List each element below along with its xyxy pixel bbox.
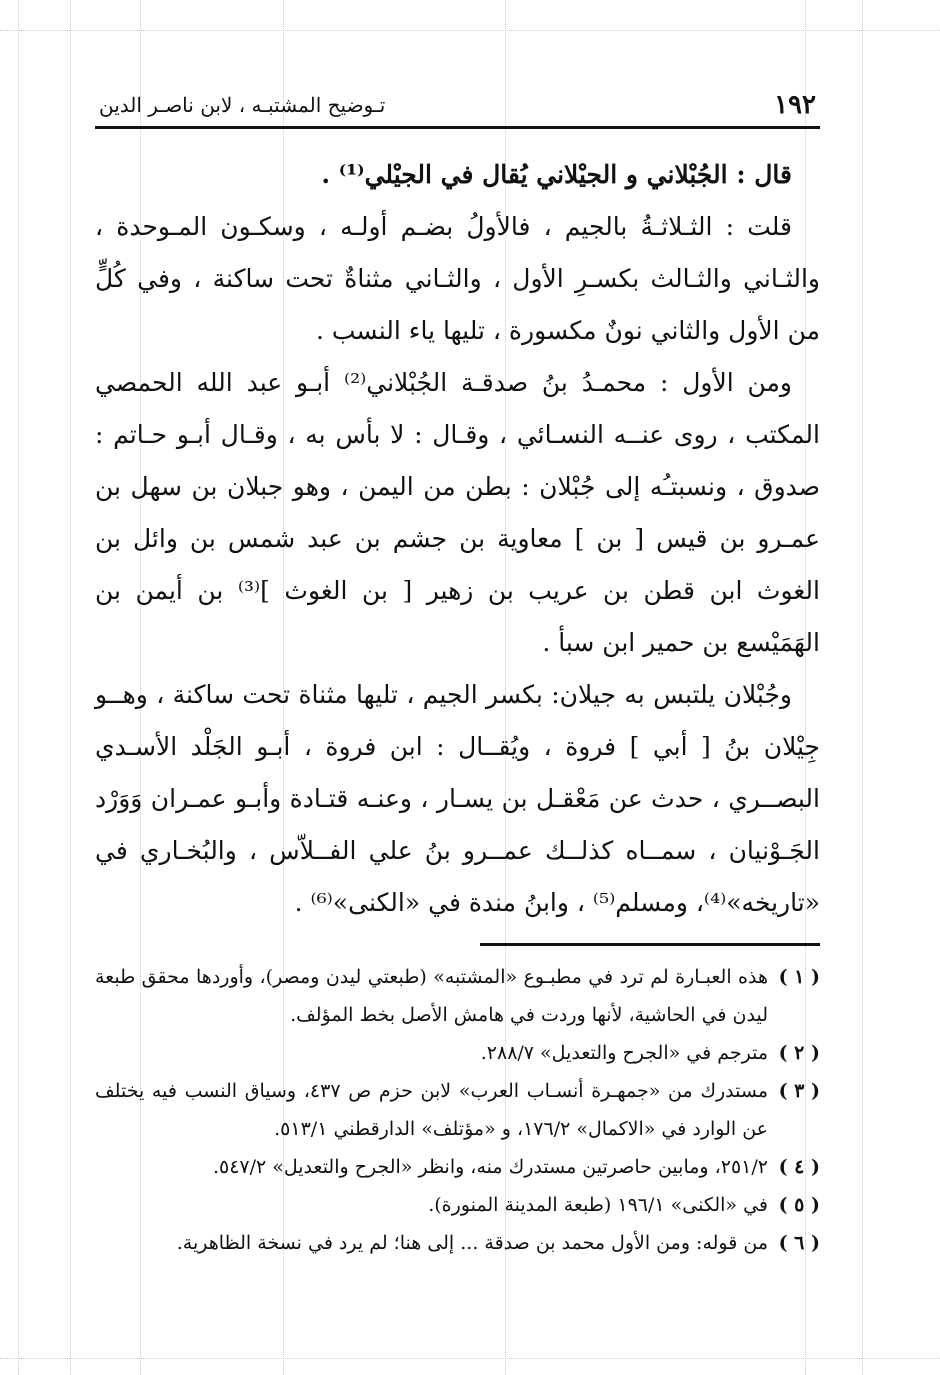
scan-guide-line	[70, 0, 71, 1375]
paragraph: وجُبْلان يلتبس به جيلان: بكسر الجيم ، تليها مثناة تحت ساكنة ، وهــو جِيْلان بنُ [ أبي ] فروة ، ويُقــال : ابن فروة ، أبـو الجَلْد الأسـدي البصــري ، حدث عن مَعْقـل بن يسـار ، وعنـه قتـادة وأبـو عمـران وَوَرْد الجَـوْنيان ، سمــاه كذلــك عمــرو بنُ علي الفــلاّس ، والبُخـاري في «تاريخه»⁽⁴⁾، ومسلم⁽⁵⁾ ، وابنُ مندة في «الكنى»⁽⁶⁾ .	[95, 680, 820, 917]
footnote-number: ( ٣ )	[778, 1080, 820, 1102]
main-text	[95, 149, 820, 929]
footnote-number: ( ٤ )	[778, 1156, 820, 1178]
footnote-separator	[480, 943, 820, 946]
footnote	[95, 958, 820, 1034]
footnote-text: من قوله: ومن الأول محمد بن صدقة ... إلى هنا؛ لم يرد في نسخة الظاهرية.	[176, 1232, 768, 1254]
footnotes	[95, 958, 820, 1262]
page-number: ١٩٢	[774, 90, 816, 120]
footnote-text: هذه العبـارة لم ترد في مطبـوع «المشتبه» (طبعتي ليدن ومصر)، وأوردها محقق طبعة ليدن في الحاشية، لأنها وردت في هامش الأصل بخط المؤلف.	[95, 966, 768, 1026]
footnote	[95, 1034, 820, 1072]
book-page	[95, 88, 820, 1262]
paragraph: ومن الأول : محمـدُ بنُ صدقـة الجُبْلاني⁽²⁾ أبـو عبد الله الحمصي المكتب ، روى عنــه النسـائي ، وقـال : لا بأس به ، وقـال أبـو حـاتم : صدوق ، ونسبتـُه إلى جُبْلان : بطن من اليمن ، وهو جبلان بن سهل بن عمـرو بن قيس [ بن ] معاوية بن جشم بن عبد شمس بن وائل بن الغوث ابن قطن بن عريب بن زهير [ بن الغوث ]⁽³⁾ بن أيمن بن الهَمَيْسع بن حمير ابن سبأ .	[95, 368, 820, 657]
footnote	[95, 1148, 820, 1186]
scan-guide-line	[0, 1358, 940, 1359]
footnote-text: مترجم في «الجرح والتعديل» ٢٨٨/٧.	[480, 1042, 768, 1064]
footnote	[95, 1072, 820, 1148]
scan-guide-line	[18, 0, 19, 1375]
footnote	[95, 1186, 820, 1224]
footnote-number: ( ٥ )	[778, 1194, 820, 1216]
footnote-number: ( ٢ )	[778, 1042, 820, 1064]
footnote-text: في «الكنى» ١٩٦/١ (طبعة المدينة المنورة).	[428, 1194, 768, 1216]
scan-guide-line	[862, 0, 863, 1375]
footnote-number: ( ١ )	[778, 966, 820, 988]
paragraph: قلت : الثـلاثـةُ بالجيم ، فالأولُ بضـم أولـه ، وسكـون المـوحدة ، والثـاني والثـالث بكسـرِ الأول ، والثـاني مثناةٌ تحت ساكنة ، وفي كُلٍّ من الأول والثاني نونٌ مكسورة ، تليها ياء النسب .	[95, 212, 820, 345]
paragraph: قال : الجُبْلاني و الجيْلاني يُقال في الجيْلي⁽¹⁾ .	[321, 160, 792, 189]
footnote-number: ( ٦ )	[778, 1232, 820, 1254]
scan-guide-line	[0, 30, 940, 31]
page-header	[95, 88, 820, 129]
footnote-text: مستدرك من «جمهـرة أنسـاب العرب» لابن حزم ص ٤٣٧، وسياق النسب فيه يختلف عن الوارد في «الاكمال» ١٧٦/٢، و «مؤتلف» الدارقطني ٥١٣/١.	[95, 1080, 768, 1140]
running-title: تـوضيح المشتبـه ، لابن ناصـر الدين	[99, 93, 386, 117]
footnote-text: ٢٥١/٢، ومابين حاصرتين مستدرك منه، وانظر «الجرح والتعديل» ٥٤٧/٢.	[212, 1156, 768, 1178]
footnote	[95, 1224, 820, 1262]
